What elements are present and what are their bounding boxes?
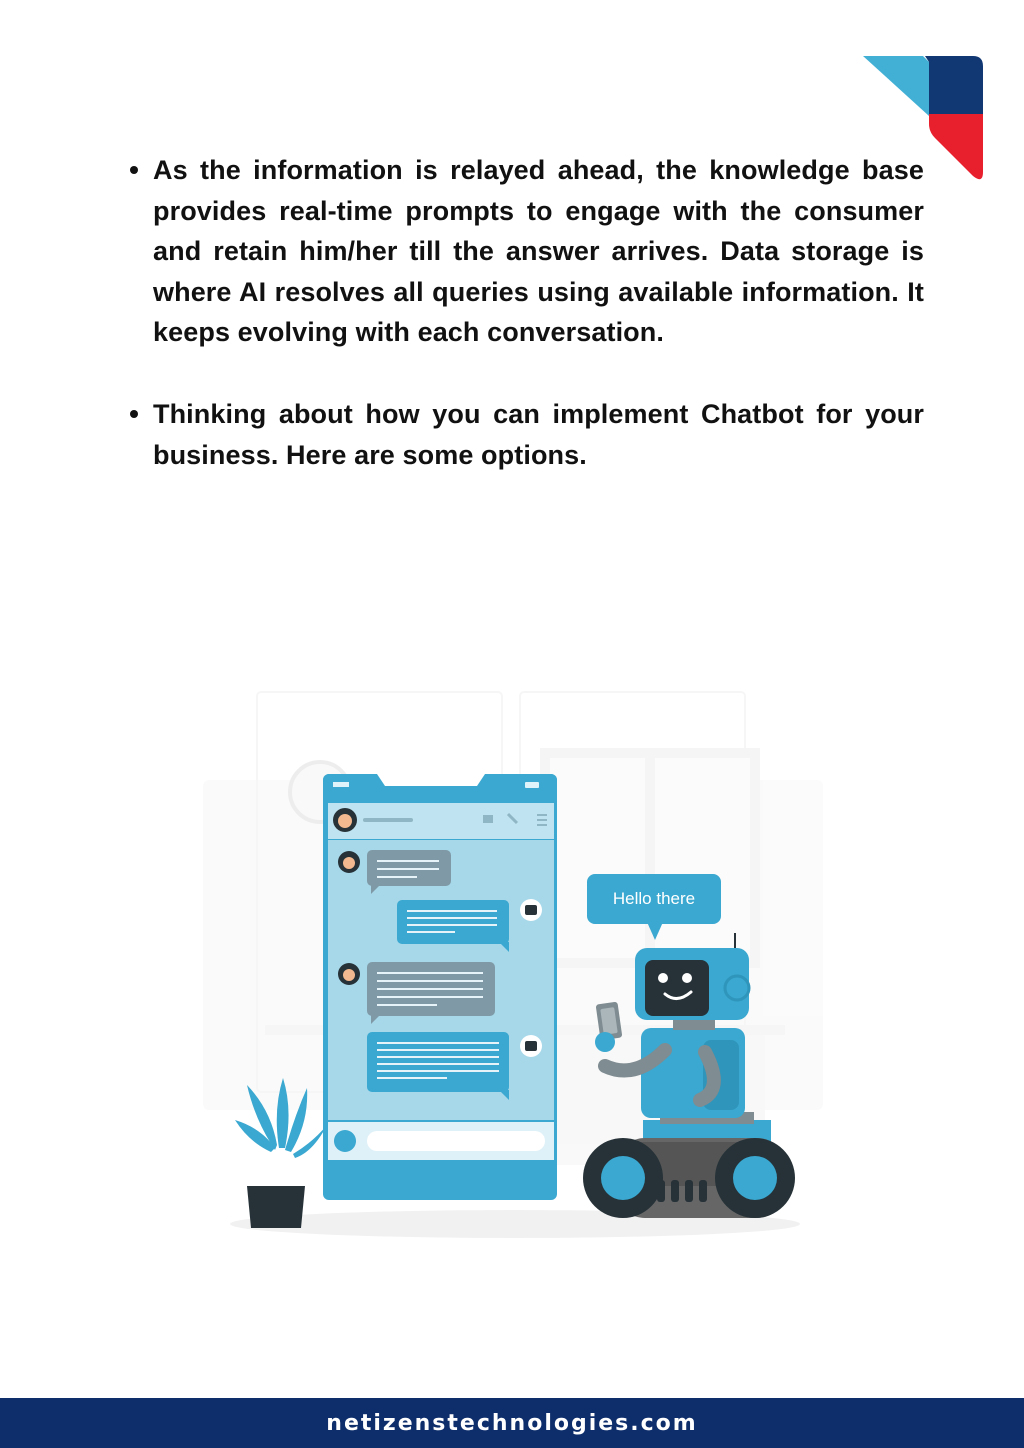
chatbot-illustration — [195, 690, 835, 1250]
footer-bar — [0, 1398, 1024, 1448]
speech-bubble-text: Hello there — [612, 889, 696, 908]
bullet-item-knowledge-base: As the information is relayed ahead, the knowledge base provides real-time prompts to engage with the consumer and retain him/her till the answer arrives. Data storage is where AI resolves all queries using available information. It keeps evolving with each conversation. — [130, 150, 924, 353]
main-content — [130, 150, 924, 475]
footer-website: netizenstechnologies.com — [326, 1410, 698, 1436]
phone-mockup — [323, 774, 557, 1200]
bullet-item-chatbot-options: Thinking about how you can implement Chatbot for your business. Here are some options. — [130, 394, 924, 475]
bullet-list — [130, 150, 924, 475]
